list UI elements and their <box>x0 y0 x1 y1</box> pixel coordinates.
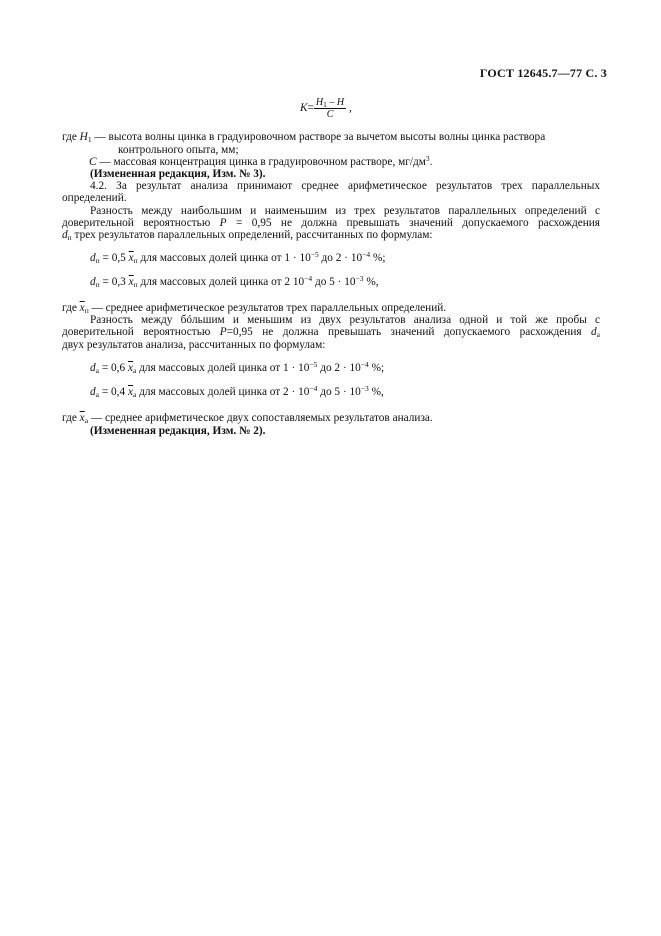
where-xa-line: где $\overline{x}_а$ — среднее арифметическое двух сопоставляемых результатов анализа. <box>62 412 433 425</box>
formula-da-1: $d_а = 0,6$ $\overline{x}_а$ для массовых долей цинка от $1 \cdot 10^{-5}$ до $2 \cdot 10^{-4}$ %; <box>90 360 385 375</box>
formula-k-eq: = <box>307 102 314 115</box>
page-header: ГОСТ 12645.7—77 С. 3 <box>479 66 607 80</box>
where-c-line: C — массовая концентрация цинка в градуировочном растворе, $мг/дм^3$. <box>89 154 433 168</box>
formula-k-tail: , <box>346 102 352 115</box>
formula-da-2: $d_а = 0,4$ $\overline{x}_а$ для массовых долей цинка от $2 \cdot 10^{-4}$ до $5 \cdot 10^{-3}$ %, <box>90 384 384 399</box>
edit-note-2: (Измененная редакция, Изм. № 2). <box>90 425 266 437</box>
where-xn-line: где $\overline{x}_п$ — среднее арифметическое результатов трех параллельных определений. <box>62 302 447 315</box>
formula-k-denominator: C <box>326 109 334 120</box>
para-conv-line1: Разность между наибольшим и наименьшим из трех результатов параллельных определений с <box>90 205 600 217</box>
where-h1-line: где $H_1$ — высота волны цинка в градуировочном растворе за вычетом высоты волны цинка раствора <box>62 131 546 144</box>
para-diff-line3: двух результатов анализа, рассчитанных по формулам: <box>62 339 326 351</box>
para-42-line1: 4.2. За результат анализа принимают среднее арифметическое результатов трех параллельных <box>90 180 600 192</box>
where-h1-line2: контрольного опыта, мм; <box>118 144 239 156</box>
formula-k-numerator: $H_1$ – H <box>315 97 345 109</box>
formula-k-lhs: K <box>300 102 308 115</box>
formula-k <box>300 97 352 120</box>
formula-k-fraction <box>314 97 346 120</box>
para-42-line2: определений. <box>62 192 127 204</box>
para-diff-line1: Разность между бóльшим и меньшим из двух результатов анализа одной и той же пробы с <box>90 314 600 326</box>
formula-dn-1: $d_п = 0,5$ $\overline{x}_п$ для массовых долей цинка от $1 \cdot 10^{-5}$ до $2 \cdot 10^{-4}$ %; <box>90 250 386 265</box>
para-conv-line3: $d_п$ трех результатов параллельных определений, рассчитанных по формулам: <box>62 229 433 242</box>
formula-dn-2: $d_п = 0,3$ $\overline{x}_п$ для массовых долей цинка от 2 $10^{-4}$ до $5 \cdot 10^{-3}$ %, <box>90 274 379 289</box>
para-diff-line2: доверительной вероятностью P=0,95 не должна превышать значений допускаемого расхождения $d_а$ <box>62 326 601 339</box>
edit-note-3: (Измененная редакция, Изм. № 3). <box>90 168 266 180</box>
para-conv-line2: доверительной вероятностью P = 0,95 не должна превышать значений допускаемого расхождения <box>62 217 600 229</box>
